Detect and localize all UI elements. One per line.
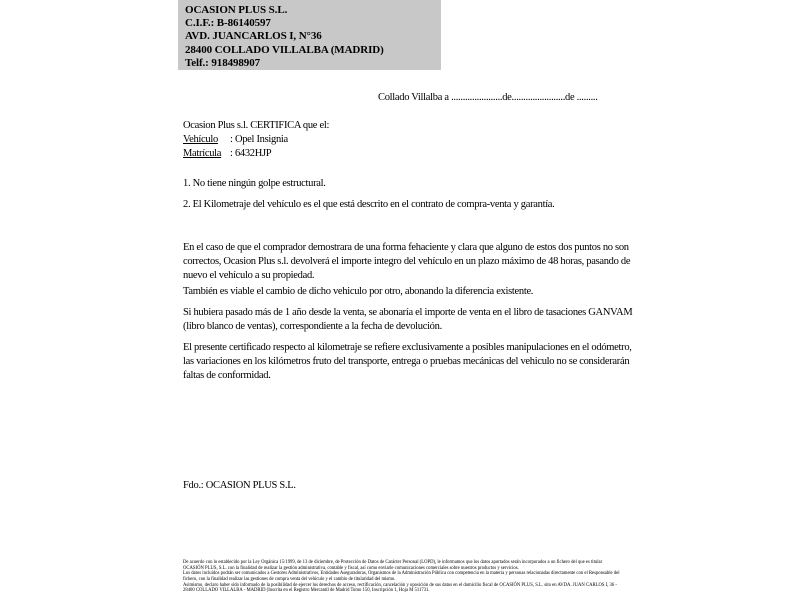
vehicle-label: Vehículo (183, 134, 218, 145)
legal-paragraph-lopd: De acuerdo con lo establecido por la Ley Orgánica 15/1999, de 13 de diciembre, de Protección de Datos de Carácter Personal (LOPD), le informamos que los datos aportados serán incorporados a un fichero del que es titular OCASIÓN PLUS, S.L. con la finalidad de realizar la gestión administrativa, contable y fiscal, así como enviarle comunicaciones comerciales sobre nuestros productos y servicios. (183, 560, 603, 571)
vehicle-value: : Opel Insignia (230, 134, 288, 145)
plate-label: Matrícula (183, 148, 222, 159)
company-header (178, 0, 441, 70)
vehicle-line (183, 133, 288, 147)
signature-line: Fdo.: OCASION PLUS S.L. (183, 480, 296, 491)
legal-paragraph-rights: Asimismo, declaro haber sido informado de la posibilidad de ejercer los derechos de acceso, rectificación, cancelación y oposición de sus datos en el domicilio fiscal de OCASIÓN PLUS, S.L. sito en AVDA. JUAN CARLOS I, 36 - 28400 COLLADO VILLALBA - MADRID (Inscrita en el Registro Mercantil de Madrid Tomo 150, Inscripción 1, Hoja M 511731. (183, 582, 617, 594)
plate-line (183, 147, 271, 161)
paragraph-ganvam: Si hubiera pasado más de 1 año desde la venta, se abonaría el importe de venta en el libro de tasaciones GANVAM (libro blanco de ventas), correspondiente a la fecha de devolución. (183, 307, 633, 332)
date-line: Collado Villalba a ......................de.......................de ......... (378, 92, 598, 103)
certify-intro: Ocasion Plus s.l. CERTIFICA que el: (183, 120, 330, 131)
paragraph-exchange: También es viable el cambio de dicho vehiculo por otro, abonando la diferencia existente. (183, 286, 534, 297)
company-phone: Telf.: 918498907 (185, 56, 260, 69)
plate-value: : 6432HJP (230, 148, 272, 159)
certify-point-2: 2. El Kilometraje del vehículo es el que está descrito en el contrato de compra-venta y garantía. (183, 199, 555, 210)
company-cif: C.I.F.: B-86140597 (185, 17, 271, 30)
legal-fine-print (183, 560, 620, 594)
legal-paragraph-disclosure: Los datos incluidos podrán ser comunicados a Gestores Administrativos, Entidades Aseguradoras, Organismos de la Administración Pública con competencia en la materia y personas relacionadas directamente con el Responsable del fichero, con la finalidad realizar las gestiones de compra venta del vehículo y el cambio de titularidad del mismo. (183, 571, 620, 582)
certify-point-1: 1. No tiene ningún golpe estructural. (183, 178, 326, 189)
paragraph-refund: En el caso de que el comprador demostrara de una forma fehaciente y clara que alguno de estos dos puntos no son correctos, Ocasion Plus s.l. devolverá el importe integro del vehículo en un plazo máximo de 48 horas, pasando de nuevo el vehículo a su propiedad. (183, 242, 631, 281)
company-name: OCASION PLUS S.L. (185, 4, 288, 16)
paragraph-odometer: El presente certificado respecto al kilometraje se refiere exclusivamente a posibles manipulaciones en el odómetro, las variaciones en los kilómetros fruto del transporte, entrega o pruebas mecánicas del vehiculo no se considerarán faltas de conformidad. (183, 342, 632, 381)
company-city: 28400 COLLADO VILLALBA (MADRID) (185, 43, 384, 56)
company-address: AVD. JUANCARLOS I, N°36 (185, 30, 322, 43)
